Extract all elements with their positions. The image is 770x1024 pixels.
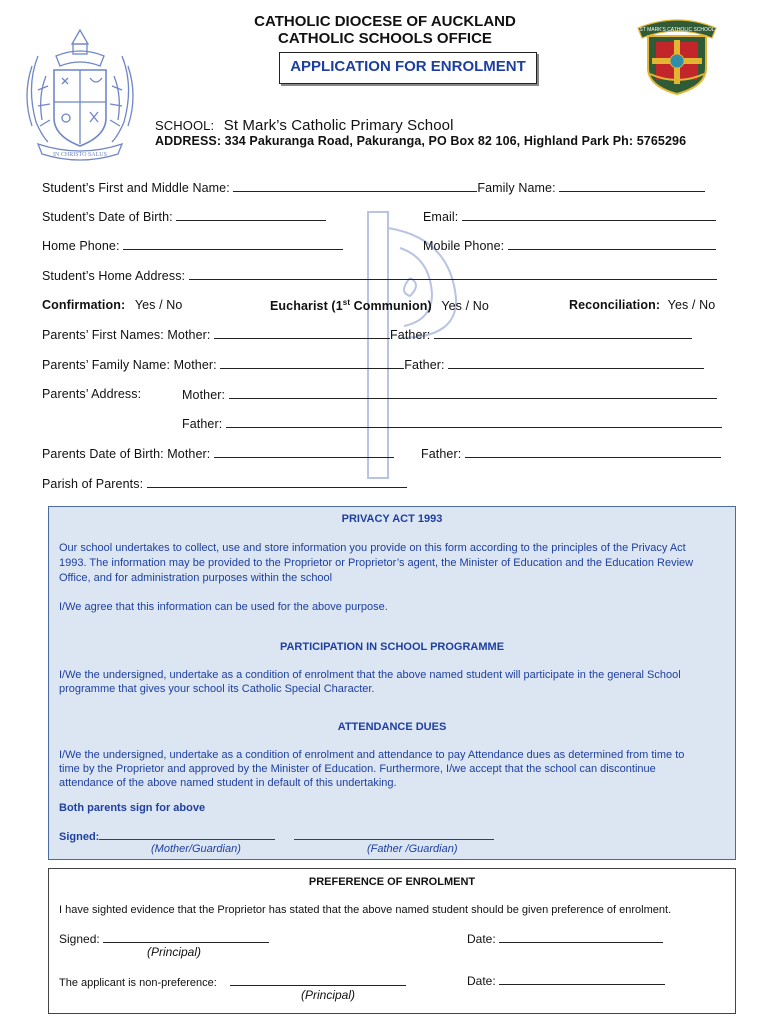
preference-statement: I have sighted evidence that the Proprietor has stated that the above named student should be given preference of enrolment.	[59, 904, 672, 916]
parents-dob-father-input[interactable]	[465, 446, 721, 458]
family-name-input[interactable]	[559, 180, 705, 192]
non-preference-signature-line[interactable]	[230, 974, 406, 986]
privacy-signed-label: Signed:	[59, 831, 100, 843]
home-phone-row	[42, 238, 343, 253]
non-preference-label: The applicant is non-preference:	[59, 977, 217, 989]
parents-address-mother-row	[182, 387, 717, 402]
principal-signed-label: Signed:	[59, 932, 100, 946]
father-signature-line[interactable]	[294, 828, 494, 840]
privacy-heading: PRIVACY ACT 1993	[341, 513, 443, 525]
parents-family-mother-label: Mother:	[173, 358, 217, 372]
home-address-row	[42, 268, 717, 283]
office-title: CATHOLIC SCHOOLS OFFICE	[278, 30, 492, 47]
parents-dob-label: Parents Date of Birth:	[42, 447, 164, 461]
parents-dob-father-label: Father:	[421, 447, 462, 461]
parents-family-father-input[interactable]	[448, 357, 704, 369]
school-address: ADDRESS: 334 Pakuranga Road, Pakuranga, PO Box 82 106, Highland Park Ph: 5765296	[155, 134, 687, 148]
dob-label: Student’s Date of Birth:	[42, 210, 173, 224]
attendance-heading: ATTENDANCE DUES	[337, 721, 447, 733]
badge-banner: ST MARK'S CATHOLIC SCHOOL	[639, 27, 715, 33]
principal-date-input[interactable]	[499, 931, 663, 943]
parents-dob-mother-label: Mother:	[167, 447, 211, 461]
confirmation-options[interactable]: Yes / No	[134, 298, 183, 312]
parents-family-row	[42, 357, 704, 372]
confirmation-label: Confirmation:	[42, 298, 126, 312]
preference-section	[48, 868, 736, 1014]
email-row	[423, 209, 716, 224]
father-guardian-caption: (Father /Guardian)	[367, 843, 458, 855]
home-address-input[interactable]	[189, 268, 717, 280]
parish-row	[42, 476, 407, 491]
privacy-para1-l2: 1993. The information may be provided to the Proprietor or Proprietor’s agent, the Minister of Education and the Education Review	[59, 557, 694, 569]
principal-signature-line[interactable]	[103, 931, 269, 943]
parents-family-label: Parents’ Family Name:	[42, 358, 171, 372]
form-title: APPLICATION FOR ENROLMENT	[290, 58, 526, 75]
eucharist-label-pre: Eucharist (1	[270, 299, 343, 314]
confirmation-row	[42, 298, 182, 312]
parents-first-father-input[interactable]	[434, 327, 692, 339]
parents-address-mother-input[interactable]	[229, 387, 717, 399]
parents-family-mother-input[interactable]	[220, 357, 404, 369]
parents-first-row	[42, 327, 692, 342]
parents-address-father-input[interactable]	[226, 416, 722, 428]
eucharist-options[interactable]: Yes / No	[441, 299, 489, 314]
principal2-caption: (Principal)	[301, 988, 356, 1002]
home-phone-input[interactable]	[123, 238, 343, 250]
mobile-phone-row	[423, 238, 716, 253]
dob-row	[42, 209, 326, 224]
mobile-phone-label: Mobile Phone:	[423, 239, 505, 253]
participation-l1: I/We the undersigned, undertake as a condition of enrolment that the above named student will participate in the general School	[59, 669, 681, 681]
parents-address-father-label: Father:	[182, 417, 223, 431]
home-address-label: Student’s Home Address:	[42, 269, 186, 283]
preference-heading: PREFERENCE OF ENROLMENT	[308, 876, 476, 888]
parents-first-mother-input[interactable]	[214, 327, 390, 339]
attendance-l3: attendance of the above named student in default of this undertaking.	[59, 777, 397, 789]
reconciliation-label: Reconciliation:	[569, 298, 661, 312]
parents-dob-row	[42, 446, 394, 461]
principal-date-label: Date:	[467, 932, 496, 946]
parents-first-father-label: Father:	[390, 328, 431, 342]
first-middle-input[interactable]	[233, 180, 477, 192]
non-preference-date-input[interactable]	[499, 973, 665, 985]
form-title-box	[279, 52, 537, 84]
non-preference-date-row	[467, 973, 665, 989]
family-name-label: Family Name:	[477, 181, 556, 195]
parish-label: Parish of Parents:	[42, 477, 144, 491]
participation-l2: programme that gives your school its Catholic Special Character.	[59, 683, 375, 695]
principal-date-row	[467, 931, 663, 947]
school-label: SCHOOL:	[155, 118, 215, 133]
home-phone-label: Home Phone:	[42, 239, 120, 253]
parents-dob-mother-input[interactable]	[214, 446, 394, 458]
parents-first-label: Parents’ First Names:	[42, 328, 164, 342]
attendance-l1: I/We the undersigned, undertake as a condition of enrolment and attendance to pay Attendance dues as determined from time to	[59, 749, 685, 761]
parents-address-mother-label: Mother:	[182, 388, 226, 402]
parents-address-label: Parents’ Address:	[42, 387, 142, 401]
eucharist-row	[270, 298, 489, 313]
mother-guardian-caption: (Mother/Guardian)	[151, 843, 241, 855]
mobile-phone-input[interactable]	[508, 238, 716, 250]
parents-family-father-label: Father:	[404, 358, 445, 372]
privacy-para1-l3: Office, and for administration purposes within the school	[59, 572, 333, 584]
non-preference-date-label: Date:	[467, 974, 496, 988]
school-row	[155, 117, 454, 134]
school-name: St Mark’s Catholic Primary School	[223, 117, 454, 134]
reconciliation-row	[569, 298, 715, 312]
parents-address-father-row	[182, 416, 722, 431]
reconciliation-options[interactable]: Yes / No	[667, 298, 716, 312]
privacy-para2: I/We agree that this information can be used for the above purpose.	[59, 601, 388, 613]
dob-input[interactable]	[176, 209, 326, 221]
privacy-para1-l1: Our school undertakes to collect, use and store information you provide on this form according to the principles of the Privacy Act	[59, 542, 686, 554]
parents-first-mother-label: Mother:	[167, 328, 211, 342]
both-sign-note: Both parents sign for above	[59, 802, 206, 814]
first-middle-row	[42, 180, 705, 195]
email-label: Email:	[423, 210, 459, 224]
parents-dob-father-row	[421, 446, 721, 461]
diocese-crest-icon	[18, 26, 142, 166]
crest-motto: IN CHRISTO SALUS	[53, 152, 107, 158]
eucharist-label-post: Communion)	[350, 299, 432, 314]
first-middle-label: Student’s First and Middle Name:	[42, 181, 230, 195]
participation-heading: PARTICIPATION IN SCHOOL PROGRAMME	[279, 641, 505, 653]
diocese-title: CATHOLIC DIOCESE OF AUCKLAND	[254, 13, 516, 30]
principal-caption: (Principal)	[147, 945, 202, 959]
email-input[interactable]	[462, 209, 716, 221]
attendance-l2: time by the Proprietor and approved by the Minister of Education. Furthermore, I/we accept that the school can discontinue	[59, 763, 656, 775]
privacy-section	[48, 506, 736, 860]
mother-signature-line[interactable]	[99, 828, 275, 840]
eucharist-label-sup: st	[342, 298, 351, 307]
parish-input[interactable]	[147, 476, 407, 488]
